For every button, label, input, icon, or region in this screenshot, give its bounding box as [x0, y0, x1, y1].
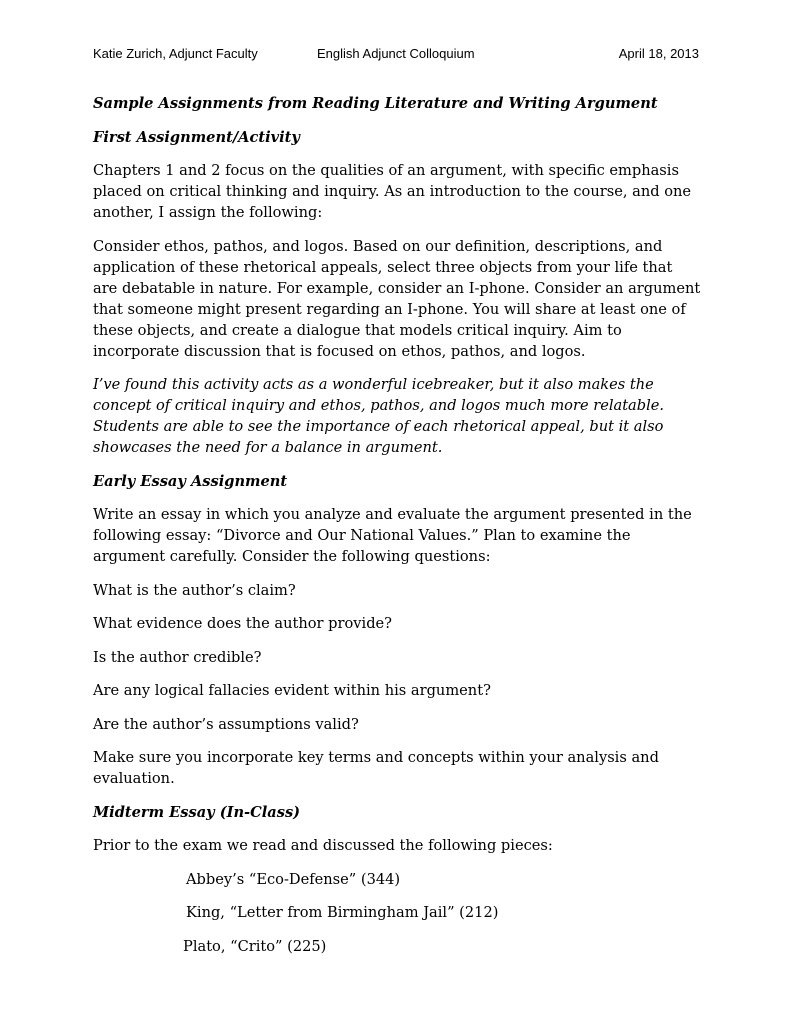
paragraph-closing-instruction: Make sure you incorporate key terms and concepts within your analysis and evaluation. [93, 749, 659, 787]
question-item: Are any logical fallacies evident within his argument? [93, 682, 491, 699]
section-heading-early-essay: Early Essay Assignment [93, 472, 288, 490]
header-event: English Adjunct Colloquium [317, 46, 475, 61]
page-header [93, 46, 699, 66]
question-item: Is the author credible? [93, 648, 262, 666]
question-item: Are the author’s assumptions valid? [93, 715, 359, 733]
paragraph-assignment-prompt: Consider ethos, pathos, and logos. Based on our definition, descriptions, and application of these rhetorical appeals, select three objects from your life that are debatable in nature. For example, consider an I-phone. Consider an argument that someone might present regarding an I-phone. You will share at least one of these objects, and create a dialogue that models critical inquiry. Aim to incorporate discussion that is focused on ethos, pathos, and logos. [93, 237, 701, 360]
paragraph-essay-prompt: Write an essay in which you analyze and evaluate the argument presented in the following essay: “Divorce and Our National Values.” Plan to examine the argument carefully. Consider the following questions: [93, 506, 692, 565]
header-date: April 18, 2013 [618, 46, 699, 61]
document-body [93, 93, 701, 969]
question-item: What is the author’s claim? [93, 581, 296, 599]
document-title: Sample Assignments from Reading Literature and Writing Argument [93, 95, 658, 112]
header-author: Katie Zurich, Adjunct Faculty [93, 46, 258, 61]
reading-item: King, “Letter from Birmingham Jail” (212) [186, 904, 499, 921]
section-heading-first-assignment: First Assignment/Activity [93, 128, 300, 146]
paragraph-chapters-intro: Chapters 1 and 2 focus on the qualities of an argument, with specific emphasis placed on critical thinking and inquiry. As an introduction to the course, and one another, I assign the following: [93, 162, 692, 221]
paragraph-midterm-intro: Prior to the exam we read and discussed the following pieces: [93, 837, 553, 854]
reading-item: Plato, “Crito” (225) [183, 937, 327, 955]
question-item: What evidence does the author provide? [93, 615, 392, 632]
section-heading-midterm: Midterm Essay (In-Class) [93, 803, 301, 821]
reading-item: Abbey’s “Eco-Defense” (344) [186, 870, 401, 888]
paragraph-reflection: I’ve found this activity acts as a wonderful icebreaker, but it also makes the concept of critical inquiry and ethos, pathos, and logos much more relatable. Students are able to see the importance of each rhetorical appeal, but it also showcases the need for a balance in argument. [93, 376, 665, 456]
